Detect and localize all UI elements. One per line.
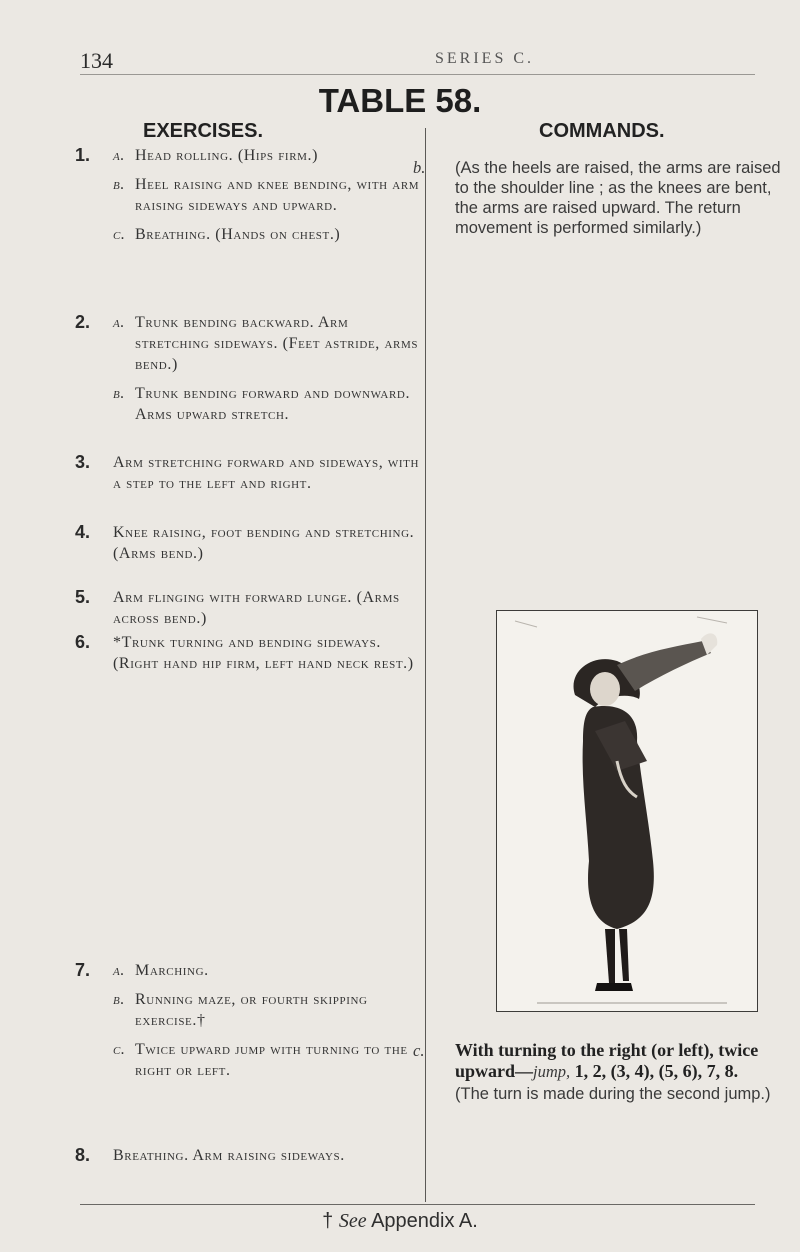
exercise-4-text: Knee raising, foot bending and stretching. (Arms bend.) — [113, 524, 415, 562]
exercise-number: 3. — [75, 452, 91, 472]
exercise-3 — [75, 452, 420, 494]
exercise-photo — [496, 610, 758, 1012]
running-head: SERIES C. — [435, 50, 535, 67]
exercise-number: 1. — [75, 145, 91, 165]
command-b-text: (As the heels are raised, the arms are raised to the shoulder line ; as the knees are bent, the arms are raised upward. The return movement is performed similarly.) — [455, 159, 781, 237]
page-number: 134 — [80, 48, 113, 73]
exercise-2 — [75, 312, 420, 433]
exercise-1b: b. Heel raising and knee bending, with arm raising sideways and upward. — [113, 176, 420, 214]
exercise-7 — [75, 960, 420, 1089]
commands-heading: COMMANDS. — [539, 120, 665, 142]
girl-figure-illustration — [497, 611, 757, 1011]
command-c-bold: With turning to the right (or left), twice upward— — [455, 1040, 759, 1081]
command-c-jump: jump, — [533, 1062, 571, 1081]
footnote-text: Appendix A. — [371, 1210, 478, 1232]
exercise-number: 2. — [75, 312, 91, 332]
command-c-note: (The turn is made during the second jump.) — [455, 1085, 771, 1103]
exercise-7b: b. Running maze, or fourth skipping exercise.† — [113, 991, 368, 1029]
exercise-number: 7. — [75, 960, 91, 980]
command-c-label: c. — [413, 1041, 425, 1060]
exercise-4 — [75, 522, 420, 564]
exercise-number: 8. — [75, 1145, 91, 1165]
command-b — [413, 158, 784, 238]
exercise-5 — [75, 587, 420, 629]
exercise-8 — [75, 1145, 420, 1166]
command-c — [413, 1040, 784, 1104]
exercise-7a: a. Marching. — [113, 962, 209, 979]
exercise-2b: b. Trunk bending forward and downward. Arms upward stretch. — [113, 385, 411, 423]
exercise-2a: a. Trunk bending backward. Arm stretching sideways. (Feet astride, arms bend.) — [113, 314, 419, 373]
exercise-number: 6. — [75, 632, 91, 652]
table-title: TABLE 58. — [318, 82, 482, 119]
exercise-1a: a. Head rolling. (Hips firm.) — [113, 147, 319, 164]
footnote-mark: † — [322, 1210, 334, 1232]
exercise-6 — [75, 632, 420, 674]
exercise-5-text: Arm flinging with forward lunge. (Arms across bend.) — [113, 589, 400, 627]
exercise-3-text: Arm stretching forward and sideways, with a step to the left and right. — [113, 454, 420, 492]
page-header — [80, 48, 755, 72]
footnote-rule — [80, 1204, 755, 1205]
footnote-see: See — [338, 1210, 367, 1232]
exercise-7c: c. Twice upward jump with turning to the right or left. — [113, 1041, 408, 1079]
exercise-1 — [75, 145, 420, 253]
footnote — [0, 1210, 800, 1233]
exercise-8-text: Breathing. Arm raising sideways. — [113, 1147, 345, 1164]
header-rule — [80, 74, 755, 75]
command-b-label: b. — [413, 158, 426, 177]
exercise-1c: c. Breathing. (Hands on chest.) — [113, 226, 341, 243]
exercises-heading: EXERCISES. — [143, 120, 264, 142]
exercise-number: 5. — [75, 587, 91, 607]
exercise-number: 4. — [75, 522, 91, 542]
command-c-count: 1, 2, (3, 4), (5, 6), 7, 8. — [570, 1061, 739, 1081]
exercise-6-text: *Trunk turning and bending sideways. (Right hand hip firm, left hand neck rest.) — [113, 634, 414, 672]
column-divider — [425, 128, 426, 1202]
